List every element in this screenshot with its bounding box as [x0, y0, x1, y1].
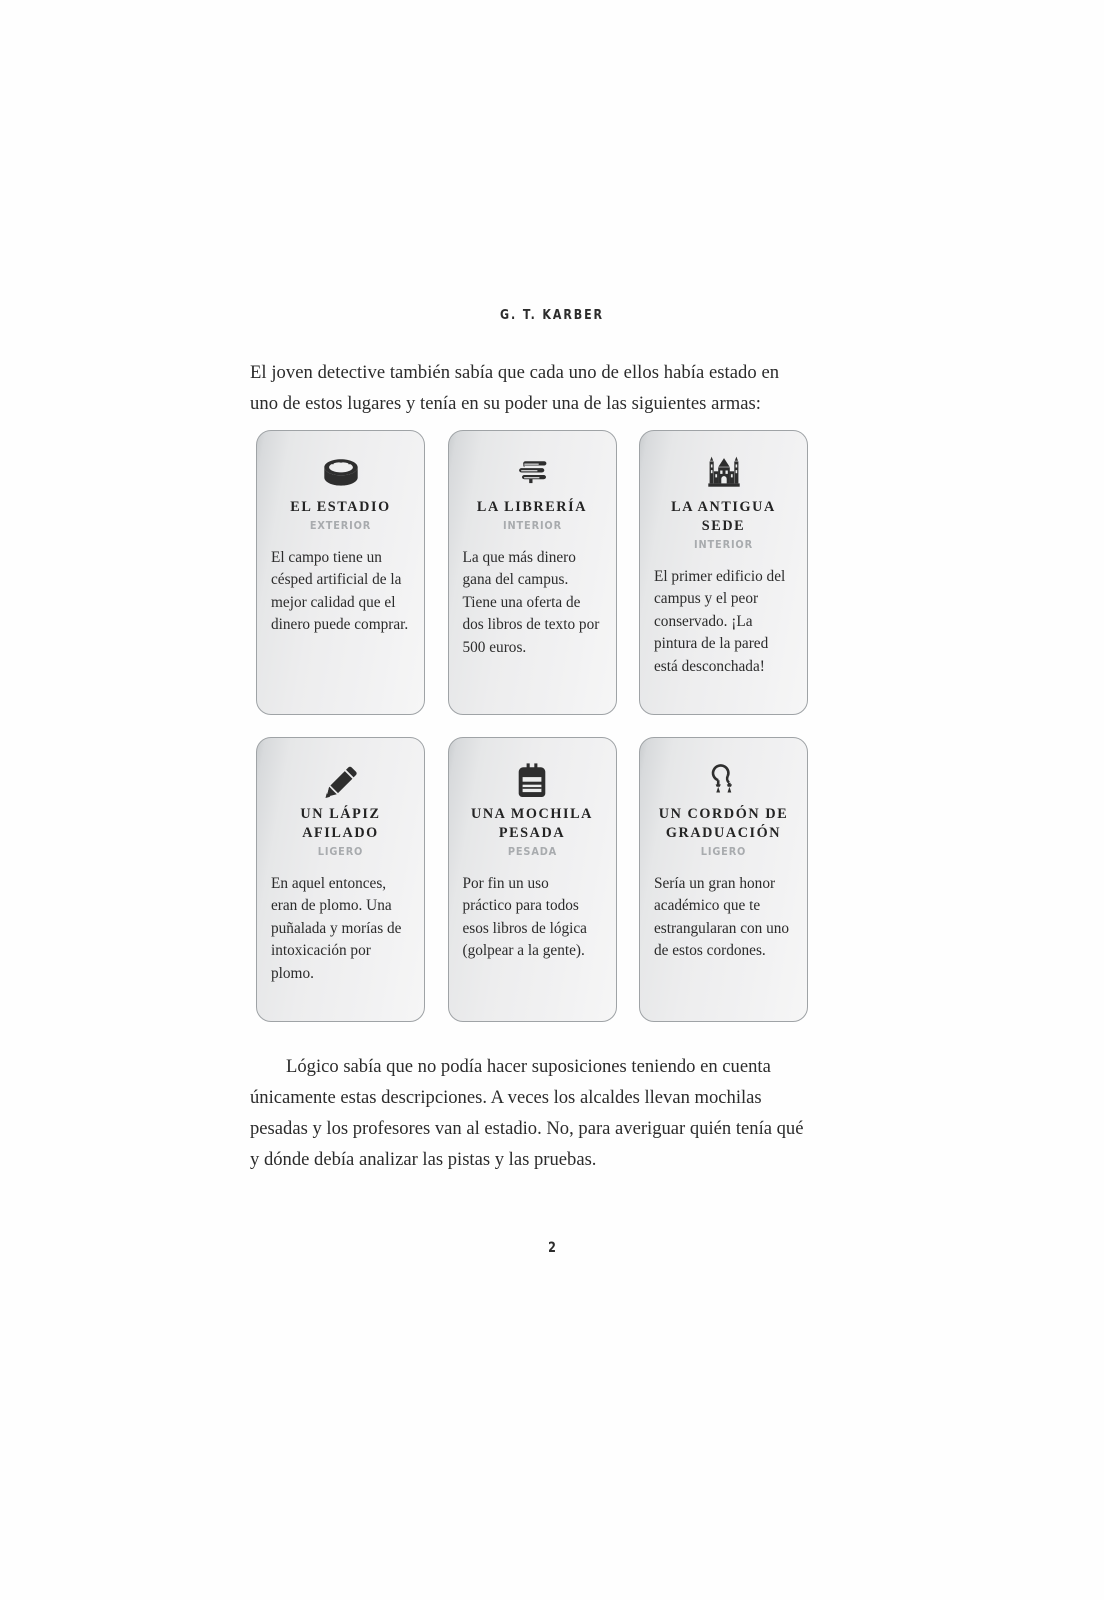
stadium-icon	[271, 449, 410, 491]
backpack-icon	[463, 756, 602, 798]
card-title: UN CORDÓN DE GRADUACIÓN	[658, 806, 789, 841]
card-subtitle: LIGERO	[317, 846, 364, 858]
card-el-estadio[interactable]	[256, 430, 425, 715]
card-subtitle: PESADA	[507, 846, 557, 858]
card-description: El primer edificio del campus y el peor conservado. ¡La pintura de la pared está desconchada!	[654, 568, 786, 675]
books-stack-icon	[463, 449, 602, 491]
pencil-icon	[271, 756, 410, 798]
card-title: UN LÁPIZ AFILADO	[300, 806, 381, 841]
honor-cord-icon	[654, 756, 793, 798]
card-title: LA ANTIGUA SEDE	[671, 499, 776, 534]
page-number: 2	[548, 1240, 556, 1256]
closing-paragraph-block	[250, 1051, 810, 1175]
card-grid	[256, 430, 808, 1044]
card-la-antigua-sede[interactable]	[639, 430, 808, 715]
closing-paragraph: Lógico sabía que no podía hacer suposiciones teniendo en cuenta únicamente estas descripciones. A veces los alcaldes llevan mochilas pesadas y los profesores van al estadio. No, para averiguar quién tenía qué y dónde debía analizar las pistas y las pruebas.	[250, 1056, 804, 1170]
intro-paragraph-block	[250, 358, 807, 419]
card-subtitle: INTERIOR	[502, 520, 562, 532]
card-un-cordon-de-graduacion[interactable]	[639, 737, 808, 1022]
card-description: El campo tiene un césped artificial de la mejor calidad que el dinero puede comprar.	[271, 549, 409, 634]
intro-paragraph: El joven detective también sabía que cada uno de ellos había estado en uno de estos lugares y tenía en su poder una de las siguientes armas:	[250, 362, 780, 414]
running-head: G. T. KARBER	[500, 307, 604, 323]
card-description: Por fin un uso práctico para todos esos libros de lógica (golpear a la gente).	[462, 875, 587, 960]
card-la-libreria[interactable]	[448, 430, 617, 715]
card-title: EL ESTADIO	[290, 499, 391, 515]
card-subtitle: LIGERO	[700, 846, 747, 858]
old-building-icon	[654, 449, 793, 491]
card-description: La que más dinero gana del campus. Tiene una oferta de dos libros de texto por 500 euros.	[462, 549, 600, 656]
card-title: UNA MOCHILA PESADA	[470, 806, 594, 841]
card-subtitle: INTERIOR	[694, 539, 753, 551]
card-row-locations	[256, 430, 808, 715]
card-subtitle: EXTERIOR	[309, 520, 372, 532]
card-description: En aquel entonces, eran de plomo. Una puñalada y morías de intoxicación por plomo.	[271, 875, 402, 982]
card-row-weapons	[256, 737, 808, 1022]
card-description: Sería un gran honor académico que te estrangularan con uno de estos cordones.	[654, 875, 790, 960]
card-title: LA LIBRERÍA	[476, 499, 588, 515]
card-una-mochila-pesada[interactable]	[448, 737, 617, 1022]
card-un-lapiz-afilado[interactable]	[256, 737, 425, 1022]
